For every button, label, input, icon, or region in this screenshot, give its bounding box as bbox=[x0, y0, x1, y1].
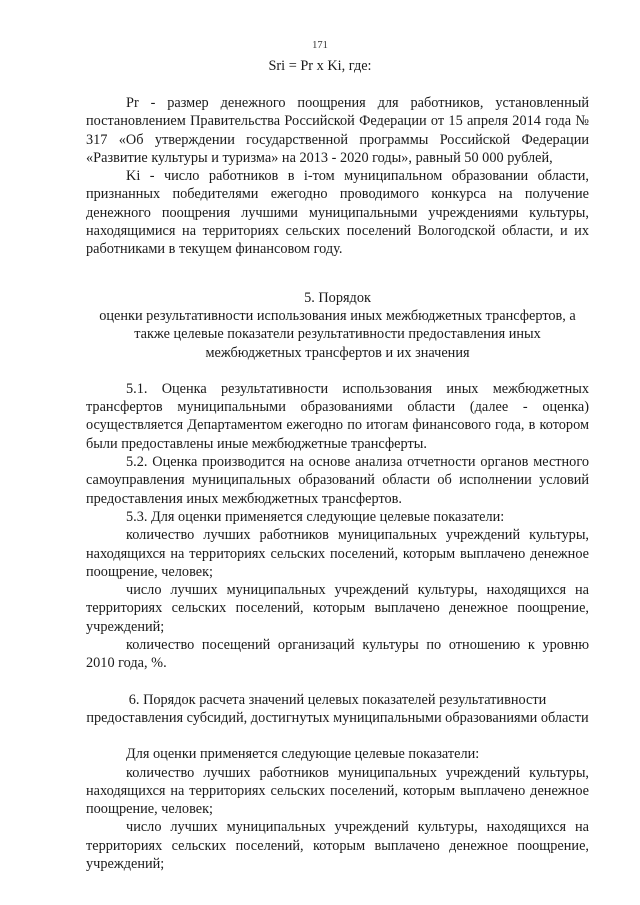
section-6-paragraph: Для оценки применяется следующие целевые показатели: bbox=[126, 746, 480, 763]
definition-ki: Ki - число работников в i-том муниципальном образовании области, признанных победителями ежегодно проводимого конкурса на получение денежного поощрения лучшими муниципальными учреждениями культуры, находящимися на территориях сельских поселений Вологодской области, и их работниками в текущем финансовом году. bbox=[86, 168, 589, 258]
section-6-paragraph: количество лучших работников муниципальных учреждений культуры, находящихся на территориях сельских поселений, которым выплачено денежное поощрение, человек; bbox=[86, 764, 589, 818]
section-5-paragraph: число лучших муниципальных учреждений культуры, находящихся на территориях сельских поселений, которым выплачено денежное поощрение, учреждений; bbox=[86, 582, 589, 635]
document-body bbox=[86, 94, 589, 873]
section-5-paragraph: 5.3. Для оценки применяется следующие целевые показатели: bbox=[126, 508, 505, 525]
section-6-paragraph: число лучших муниципальных учреждений культуры, находящихся на территориях сельских поселений, которым выплачено денежное поощрение, учреждений; bbox=[86, 819, 589, 872]
section-5-heading-title: оценки результативности использования иных межбюджетных трансфертов, а также целевые показатели результативности предоставления иных межбюджетных трансфертов и их значения bbox=[99, 307, 576, 361]
definition-pr: Pr - размер денежного поощрения для работников, установленный постановлением Правительства Российской Федерации от 15 апреля 2014 года № 317 «Об утверждении государственной программы Российской Федерации «Развитие культуры и туризма» на 2013 - 2020 годы», равный 50 000 рублей, bbox=[86, 95, 589, 166]
section-5-heading-number: 5. Порядок bbox=[304, 289, 371, 306]
section-5-paragraph: количество лучших работников муниципальных учреждений культуры, находящихся на территориях сельских поселений, которым выплачено денежное поощрение, человек; bbox=[86, 527, 589, 580]
section-6-heading: 6. Порядок расчета значений целевых показателей результативности предоставления субсидий, достигнутых муниципальными образованиями области bbox=[86, 691, 589, 726]
section-5-paragraph: 5.1. Оценка результативности использования иных межбюджетных трансфертов муниципальными образованиями области (далее - оценка) осуществляется Департаментом ежегодно по итогам финансового года, в котором были предоставлены иные межбюджетные трансферты. bbox=[86, 380, 589, 452]
formula: Sri = Pr x Ki, где: bbox=[268, 58, 372, 74]
section-5-paragraph: количество посещений организаций культуры по отношению к уровню 2010 года, %. bbox=[86, 637, 589, 672]
section-5-paragraph: 5.2. Оценка производится на основе анализа отчетности органов местного самоуправления муниципальных образований области об исполнении условий предоставления иных межбюджетных трансфертов. bbox=[86, 454, 589, 507]
page-number: 171 bbox=[312, 40, 328, 51]
